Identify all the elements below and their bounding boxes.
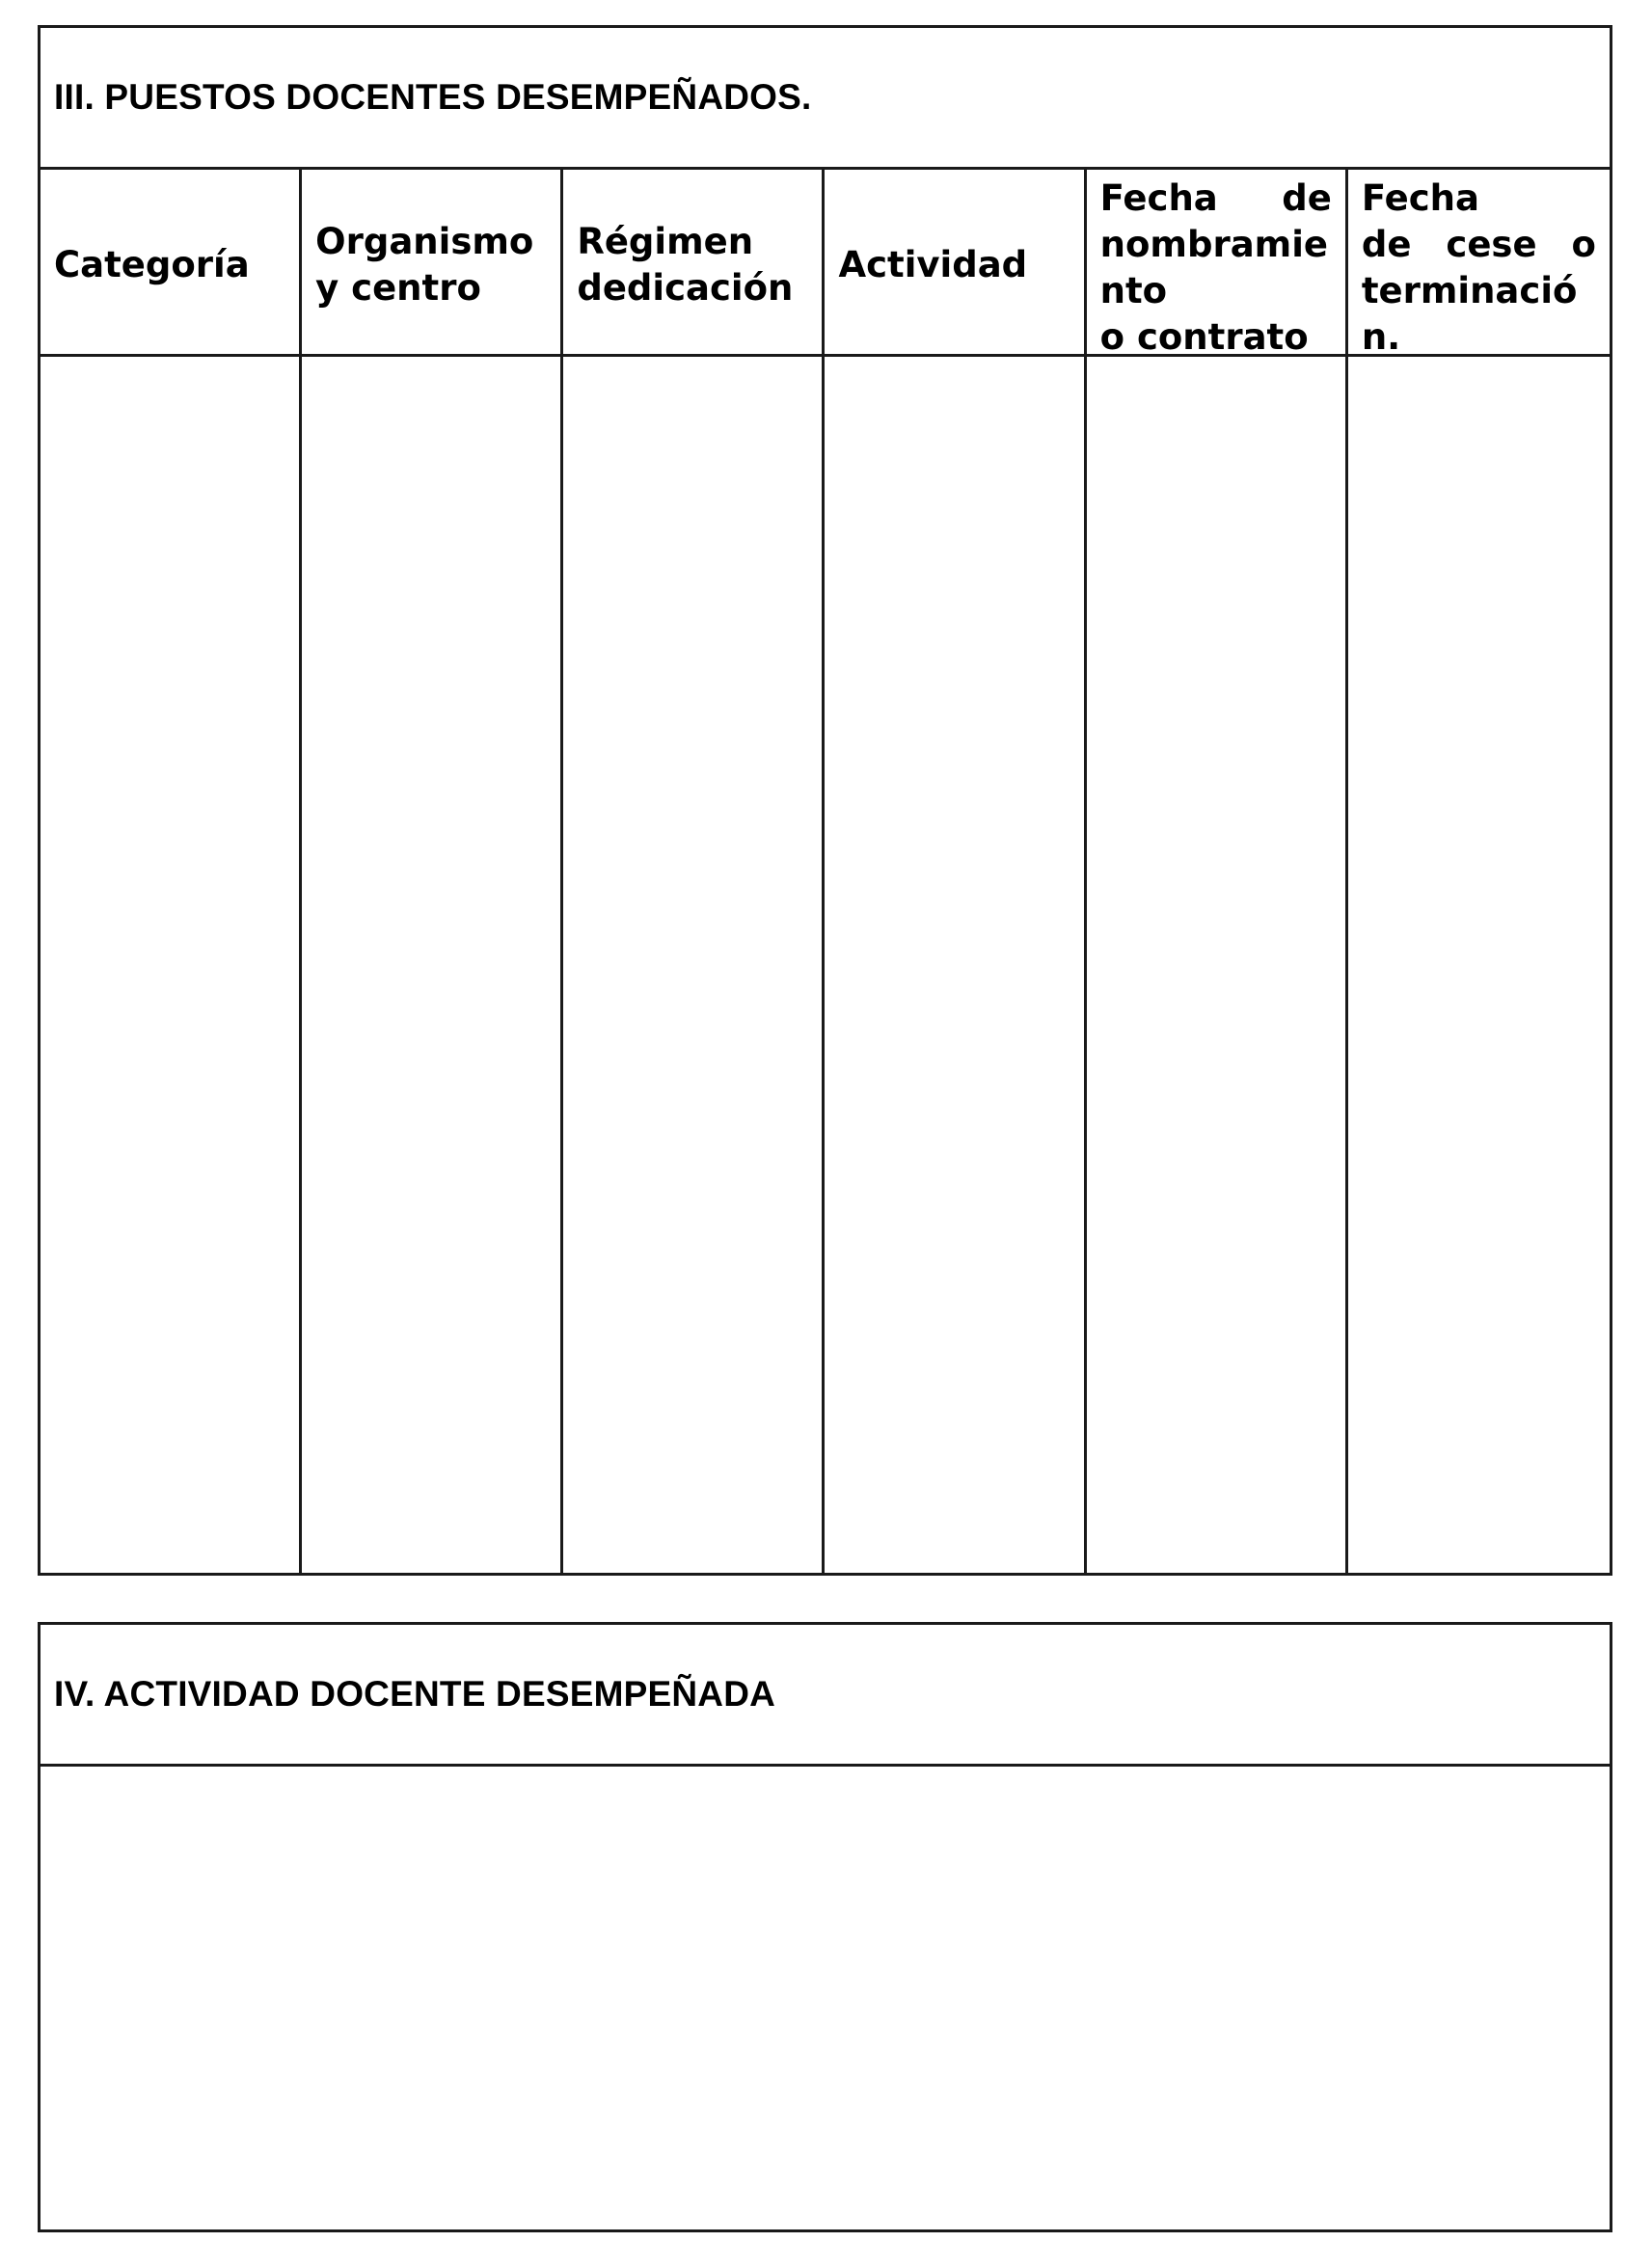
section-actividad-docente xyxy=(38,1622,1612,2232)
column-header-actividad: Actividad xyxy=(825,170,1086,357)
cell-fecha-nombramiento[interactable] xyxy=(1087,357,1348,1573)
cell-categoria[interactable] xyxy=(41,357,302,1573)
cell-actividad[interactable] xyxy=(825,357,1086,1573)
column-header-organismo: Organismo y centro xyxy=(302,170,563,357)
section-title: III. PUESTOS DOCENTES DESEMPEÑADOS. xyxy=(41,28,1610,170)
cell-fecha-cese[interactable] xyxy=(1348,357,1610,1573)
column-header-fecha-nombramiento: Fecha de nombramie nto o contrato xyxy=(1087,170,1348,357)
column-header-categoria: Categoría xyxy=(41,170,302,357)
cell-regimen[interactable] xyxy=(563,357,825,1573)
section-puestos-docentes xyxy=(38,25,1612,1576)
section-title: IV. ACTIVIDAD DOCENTE DESEMPEÑADA xyxy=(41,1625,1610,1767)
actividad-docente-field[interactable] xyxy=(41,1767,1610,2229)
cell-organismo[interactable] xyxy=(302,357,563,1573)
puestos-table xyxy=(41,170,1610,1573)
column-header-regimen: Régimen dedicación xyxy=(563,170,825,357)
column-header-fecha-cese: Fecha de cese o terminació n. xyxy=(1348,170,1610,357)
